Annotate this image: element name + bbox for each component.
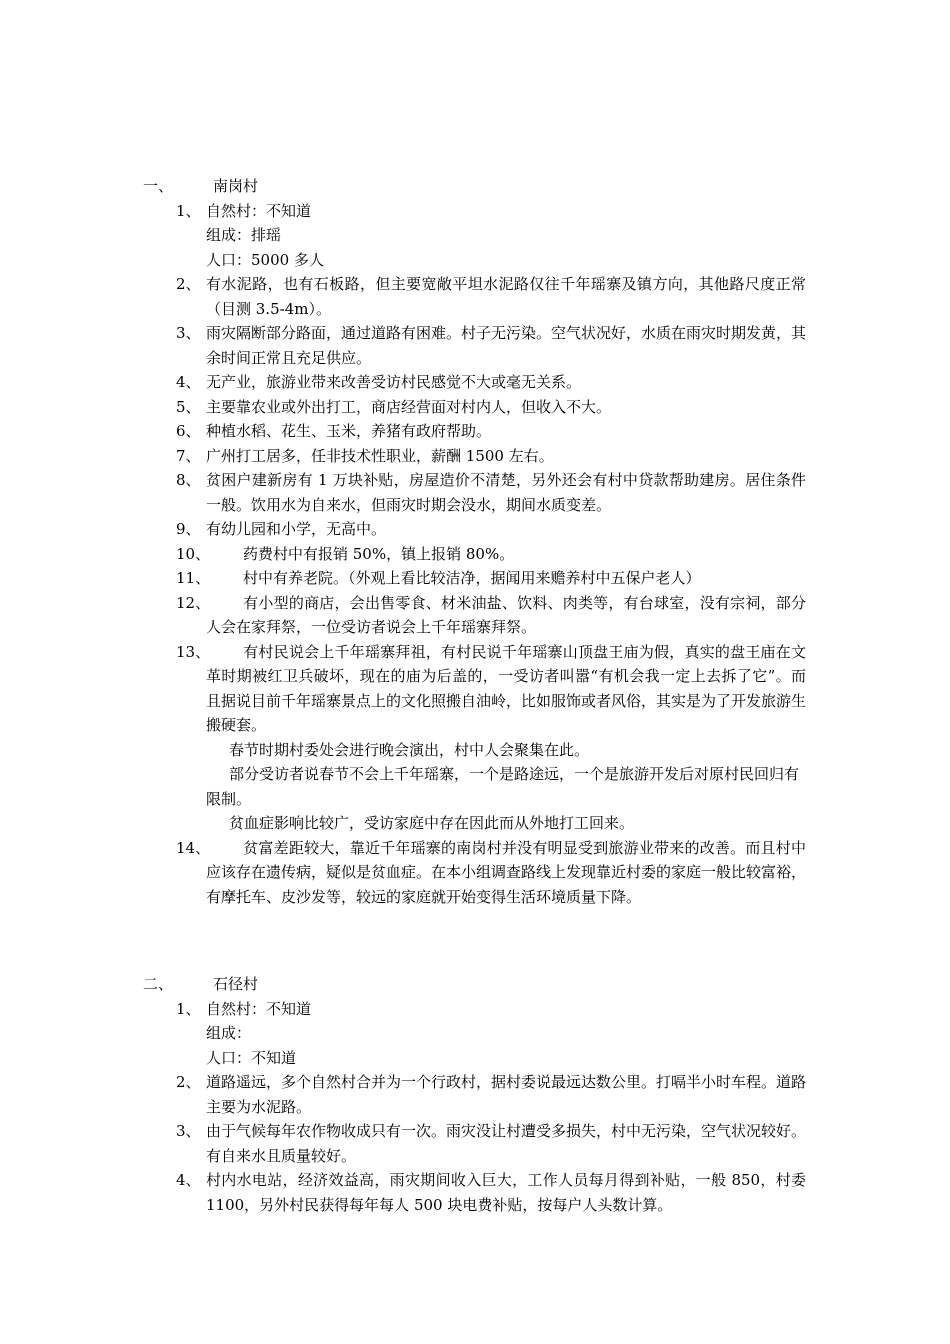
item-number: 10、 [176, 544, 211, 563]
item-number: 12、 [176, 593, 211, 612]
item-number: 3、 [176, 324, 201, 342]
item-number: 14、 [176, 838, 211, 857]
item-number: 8、 [176, 471, 201, 489]
section-number: 二、 [143, 975, 174, 993]
item-line: 自然村：不知道 [206, 201, 312, 220]
item-text: 有水泥路，也有石板路，但主要宽敞平坦水泥路仅往千年瑶寨及镇方向，其他路尺度正常（目测 3.5-4m）。 [206, 275, 806, 318]
item-text-body: 村中有养老院。（外观上看比较洁净，据闻用来赡养村中五保户老人） [243, 569, 701, 587]
item-number: 3、 [176, 1122, 201, 1140]
list-item [0, 997, 806, 1071]
item-text-body: 有村民说会上千年瑶寨拜祖，有村民说千年瑶寨山顶盘王庙为假，真实的盘王庙在文革时期被红卫兵破坏，现在的庙为后盖的，一受访者叫嚣“有机会我一定上去拆了它”。而且据说目前千年瑶寨景点上的文化照搬自油岭，比如服饰或者风俗，其实是为了开发旅游生搬硬套。 [206, 642, 807, 734]
item-text [206, 591, 806, 640]
item-text: 广州打工居多，任非技术性职业，薪酬 1500 左右。 [206, 446, 554, 465]
list-item [0, 370, 806, 395]
item-line: 人口：不知道 [206, 1048, 297, 1067]
item-number: 4、 [176, 1171, 201, 1189]
item-number: 6、 [176, 422, 201, 440]
list-item [0, 566, 806, 591]
list-item [0, 542, 806, 567]
item-text-body: 贫富差距较大，靠近千年瑶寨的南岗村并没有明显受到旅游业带来的改善。而且村中应该存在遗传病，疑似是贫血症。在本小组调查路线上发现靠近村委的家庭一般比较富裕，有摩托车、皮沙发等，较远的家庭就开始变得生活环境质量下降。 [206, 838, 807, 906]
section-title: 石径村 [213, 975, 259, 993]
section-title: 南岗村 [213, 177, 259, 195]
list-item [0, 272, 806, 321]
item-text: 由于气候每年农作物收成只有一次。雨灾没让村遭受多损失，村中无污染，空气状况较好。有自来水且质量较好。 [206, 1122, 807, 1165]
item-paragraph: 部分受访者说春节不会上千年瑶寨，一个是路途远，一个是旅游开发后对原村民回归有限制。 [206, 765, 800, 808]
item-line: 人口：5000 多人 [206, 250, 324, 269]
item-line: 自然村：不知道 [206, 999, 312, 1018]
item-text: 村内水电站，经济效益高，雨灾期间收入巨大，工作人员每月得到补贴，一般 850，村委 1100，另外村民获得每年每人 500 块电费补贴，按每户人头数计算。 [206, 1171, 806, 1214]
item-line: 组成： [206, 1024, 252, 1042]
item-text: 道路遥远，多个自然村合并为一个行政村，据村委说最远达数公里。打嗝半小时车程。道路主要为水泥路。 [206, 1073, 807, 1116]
list-item [0, 419, 806, 444]
item-number: 2、 [176, 1073, 201, 1091]
item-text: 有幼儿园和小学，无高中。 [206, 520, 387, 538]
item-text [206, 836, 806, 910]
item-text: 种植水稻、花生、玉米，养猪有政府帮助。 [206, 422, 492, 440]
section-heading [0, 972, 950, 997]
item-text-body: 药费村中有报销 50%，镇上报销 80%。 [243, 544, 515, 563]
section-nangang [0, 174, 950, 909]
item-number: 7、 [176, 446, 201, 465]
item-number: 1、 [176, 201, 201, 220]
item-text [206, 640, 806, 738]
item-number: 9、 [176, 520, 201, 538]
section-number: 一、 [143, 177, 174, 195]
item-text [206, 542, 806, 567]
section-shijing [0, 972, 950, 1217]
item-paragraph: 贫血症影响比较广，受访家庭中存在因此而从外地打工回来。 [229, 814, 635, 832]
list-item [0, 517, 806, 542]
item-text [206, 566, 806, 591]
item-text: 贫困户建新房有 1 万块补贴，房屋造价不清楚，另外还会有村中贷款帮助建房。居住条件一般。饮用水为自来水，但雨灾时期会没水，期间水质变差。 [206, 471, 806, 514]
list-item [0, 591, 806, 640]
list-item [0, 321, 806, 370]
section-heading [0, 174, 950, 199]
list-item [0, 199, 806, 273]
list-item [0, 395, 806, 420]
item-paragraph: 春节时期村委处会进行晚会演出，村中人会聚集在此。 [229, 740, 590, 759]
list-item [0, 836, 806, 910]
list-item [0, 1168, 806, 1217]
list-item [0, 468, 806, 517]
item-text-body: 有小型的商店，会出售零食、材米油盐、饮料、肉类等，有台球室，没有宗祠，部分人会在家拜祭，一位受访者说会上千年瑶寨拜祭。 [206, 593, 806, 636]
item-number: 5、 [176, 397, 201, 416]
list-item [0, 640, 806, 836]
item-text: 无产业，旅游业带来改善受访村民感觉不大或毫无关系。 [206, 373, 582, 391]
list-item [0, 444, 806, 469]
item-number: 11、 [176, 569, 211, 587]
item-number: 1、 [176, 999, 201, 1018]
item-list [0, 199, 950, 910]
list-item [0, 1119, 806, 1168]
item-number: 4、 [176, 373, 201, 391]
item-number: 2、 [176, 275, 201, 293]
item-line: 组成：排瑶 [206, 226, 282, 244]
item-text: 雨灾隔断部分路面，通过道路有困难。村子无污染。空气状况好，水质在雨灾时期发黄，其余时间正常且充足供应。 [206, 324, 807, 367]
list-item [0, 1070, 806, 1119]
item-list [0, 997, 950, 1218]
item-number: 13、 [176, 642, 211, 661]
item-text: 主要靠农业或外出打工，商店经营面对村内人，但收入不大。 [206, 397, 612, 416]
